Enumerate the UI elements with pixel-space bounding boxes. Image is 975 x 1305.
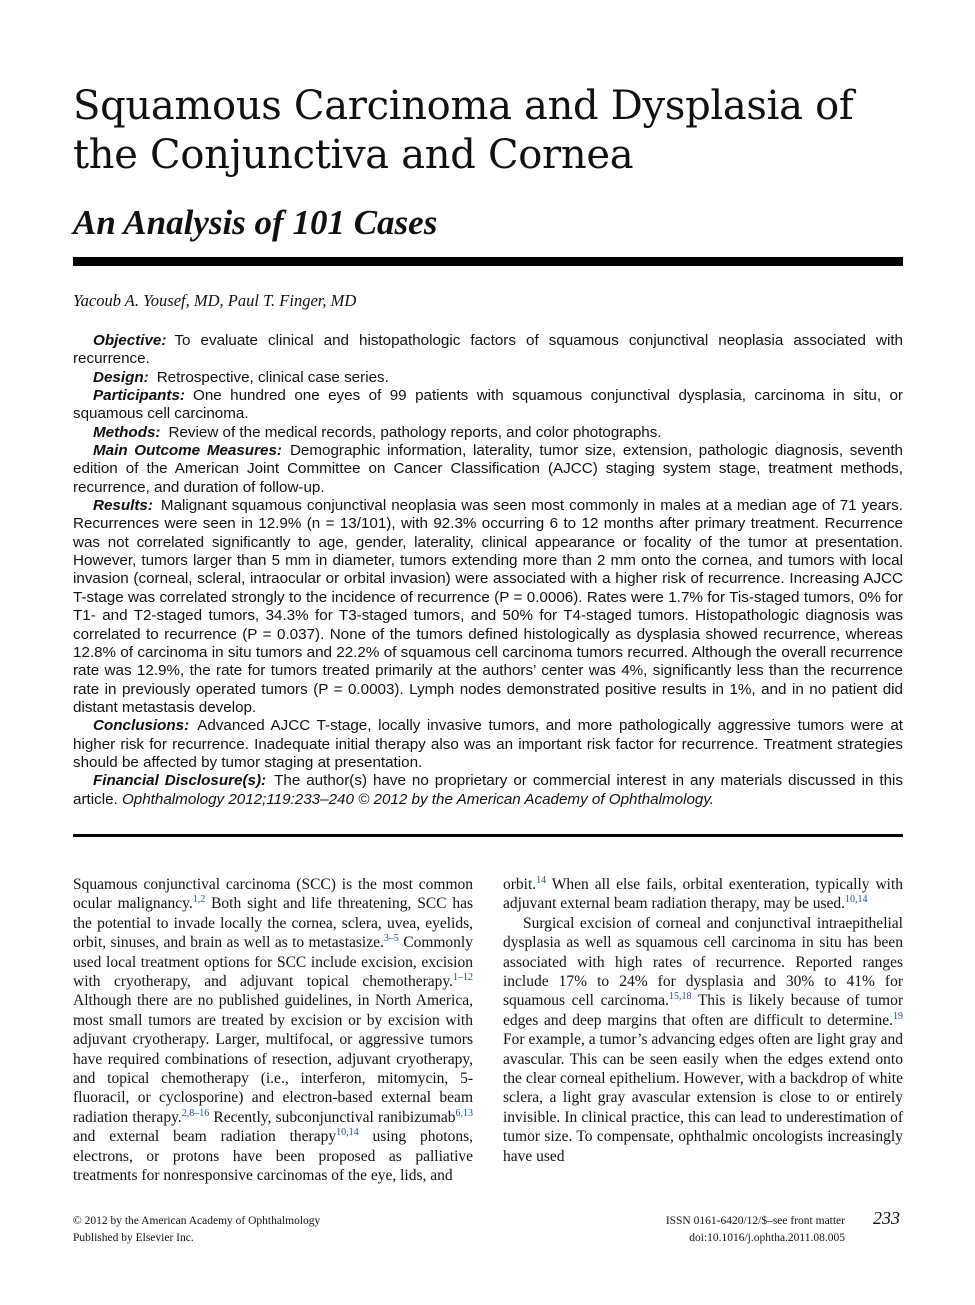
abstract [73, 332, 903, 809]
abstract-text: Malignant squamous conjunctival neoplasia was seen most commonly in males at a median age of 71 years. Recurrences were seen in 12.9% (n = 13/101), with 92.3% occurring 6 to 12 months after primary treatment. Recurrence was not correlated significantly to age, gender, laterality, clinical appearance or focality of the tumor at presentation. However, tumors larger than 5 mm in diameter, tumors extending more than 2 mm onto the cornea, and tumors with local invasion (corneal, scleral, intraocular or orbital invasion) were associated with a higher risk of recurrence. Increasing AJCC T-stage was correlated strongly to the incidence of recurrence (P = 0.0006). Rates were 1.7% for Tis-staged tumors, 0% for T1- and T2-staged tumors, 34.3% for T3-staged tumors, and 50% for T4-staged tumors. Histopathologic diagnosis was correlated to recurrence (P = 0.037). None of the tumors defined histologically as dysplasia showed recurrence, whereas 12.8% of carcinoma in situ tumors and 22.2% of squamous cell carcinoma tumors recurred. Although the overall recurrence rate was 12.9%, the rate for tumors treated primarily at the authors’ center was 4%, significantly less than the recurrence rate in previously operated tumors (P = 0.0003). Lymph nodes demonstrated positive results in 1%, and in no patient did distant metastasis develop. [73, 497, 903, 716]
title-divider [73, 257, 903, 266]
body-text: Commonly used local treatment options for SCC include excision, excision with cryotherapy, and adjuvant topical chemotherapy. [73, 934, 473, 991]
body-text: For example, a tumor’s advancing edges often are light gray and avascular. This can be seen easily when the edges extend onto the clear corneal epithelium. However, with a backdrop of white sclera, a light gray avascular extension is close to or entirely invisible. In clinical practice, this can lead to underestimation of tumor size. To compensate, ophthalmic oncologists increasingly have used [503, 1031, 903, 1165]
abstract-label: Design: [93, 368, 149, 386]
abstract-text: Retrospective, clinical case series. [156, 368, 389, 386]
abstract-label: Objective: [93, 332, 167, 349]
body-text: Surgical excision of corneal and conjunctival intraepithelial dysplasia as well as squamous cell carcinoma in situ has been associated with high rates of recurrence. Reported ranges include 17% to 24% for dysplasia and 30% to 41% for squamous cell carcinoma. [503, 914, 903, 1010]
author-list: Yacoub A. Yousef, MD, Paul T. Finger, MD [73, 291, 357, 310]
abstract-text: Review of the medical records, pathology reports, and color photographs. [168, 423, 662, 441]
body-text: and external beam radiation therapy [73, 1128, 337, 1146]
abstract-text: Demographic information, laterality, tumor size, extension, pathologic diagnosis, seventh edition of the American Joint Committee on Cancer Classification (AJCC) staging system stage, treatment methods, recurrence, and duration of follow-up. [73, 442, 903, 496]
body-text: Squamous conjunctival carcinoma (SCC) is the most common ocular malignancy. [73, 876, 473, 913]
abstract-outcome-measures [73, 442, 903, 497]
reference-link[interactable]: 1,2 [192, 894, 206, 906]
abstract-objective [73, 332, 903, 369]
abstract-divider [73, 834, 903, 837]
abstract-label: Methods: [93, 423, 161, 441]
abstract-text: One hundred one eyes of 99 patients with squamous conjunctival dysplasia, carcinoma in situ, or squamous cell carcinoma. [73, 387, 903, 423]
body-paragraph [503, 914, 903, 1166]
copyright-line: © 2012 by the American Academy of Ophthalmology [73, 1215, 321, 1227]
reference-link[interactable]: 19 [893, 1010, 903, 1022]
abstract-conclusions [73, 717, 903, 772]
publisher-line: Published by Elsevier Inc. [73, 1232, 194, 1244]
abstract-label: Results: [93, 497, 153, 515]
body-paragraph [503, 875, 903, 914]
body-text: using photons, electrons, or protons have been proposed as palliative treatments for nonresponsive carcinomas of the eye, lids, and [73, 1128, 473, 1185]
abstract-label: Main Outcome Measures: [93, 442, 282, 460]
article-page [73, 0, 903, 1305]
body-text: This is likely because of tumor edges and deep margins that often are difficult to determine. [503, 992, 903, 1029]
abstract-label: Participants: [93, 387, 185, 405]
body-text: When all else fails, orbital exenteration, typically with adjuvant external beam radiation therapy, may be used. [503, 876, 903, 913]
reference-link[interactable]: 14 [536, 874, 547, 886]
body-text: orbit. [503, 876, 537, 893]
abstract-label: Conclusions: [93, 717, 190, 735]
issn-line: ISSN 0161-6420/12/$–see front matter [665, 1215, 845, 1227]
reference-link[interactable]: 15,18 [669, 991, 692, 1003]
abstract-text: Advanced AJCC T-stage, locally invasive tumors, and more pathologically aggressive tumors were at higher risk for recurrence. Inadequate initial therapy also was an important risk factor for recurrence. Treatment strategies should be affected by tumor staging at presentation. [73, 717, 903, 771]
doi-link[interactable]: doi:10.1016/j.ophtha.2011.08.005 [689, 1232, 845, 1244]
footer-left [73, 1213, 320, 1247]
abstract-text: To evaluate clinical and histopathologic factors of squamous conjunctival neoplasia associated with recurrence. [73, 332, 903, 368]
abstract-participants [73, 387, 903, 424]
reference-link[interactable]: 10,14 [845, 894, 868, 906]
journal-citation: Ophthalmology 2012;119:233–240 © 2012 by the American Academy of Ophthalmology. [121, 790, 715, 808]
body-text: Recently, subconjunctival ranibizumab [209, 1108, 456, 1126]
article-title: Squamous Carcinoma and Dysplasia of the Conjunctiva and Cornea [73, 83, 854, 178]
body-column-left [73, 875, 473, 1186]
abstract-financial-disclosure [73, 772, 903, 809]
body-paragraph [73, 875, 473, 1186]
reference-link[interactable]: 10,14 [336, 1127, 359, 1139]
body-column-right [503, 875, 903, 1166]
abstract-design [73, 369, 903, 387]
reference-link[interactable]: 2,8–16 [181, 1107, 210, 1119]
body-text: Although there are no published guidelines, in North America, most small tumors are treated by excision or by excision with adjuvant cryotherapy. Larger, multifocal, or aggressive tumors have required combinations of resection, adjuvant cryotherapy, and topical chemotherapy (i.e., interferon, mitomycin, 5-fluoracil, or cyclosporine) and electron-based external beam radiation therapy. [73, 992, 473, 1126]
body-text: Both sight and life threatening, SCC has the potential to invade locally the cornea, sclera, uvea, eyelids, orbit, sinuses, and brain as well as to metastasize. [73, 895, 473, 952]
page-number: 233 [873, 1208, 900, 1228]
abstract-results [73, 497, 903, 717]
footer-right [593, 1213, 845, 1247]
reference-link[interactable]: 6,13 [455, 1107, 474, 1119]
abstract-text: The author(s) have no proprietary or commercial interest in any materials discussed in this article. [73, 772, 903, 808]
reference-link[interactable]: 3–5 [383, 933, 399, 945]
abstract-label: Financial Disclosure(s): [93, 772, 267, 790]
article-subtitle: An Analysis of 101 Cases [73, 203, 438, 242]
reference-link[interactable]: 1–12 [453, 971, 473, 983]
abstract-methods [73, 424, 903, 442]
